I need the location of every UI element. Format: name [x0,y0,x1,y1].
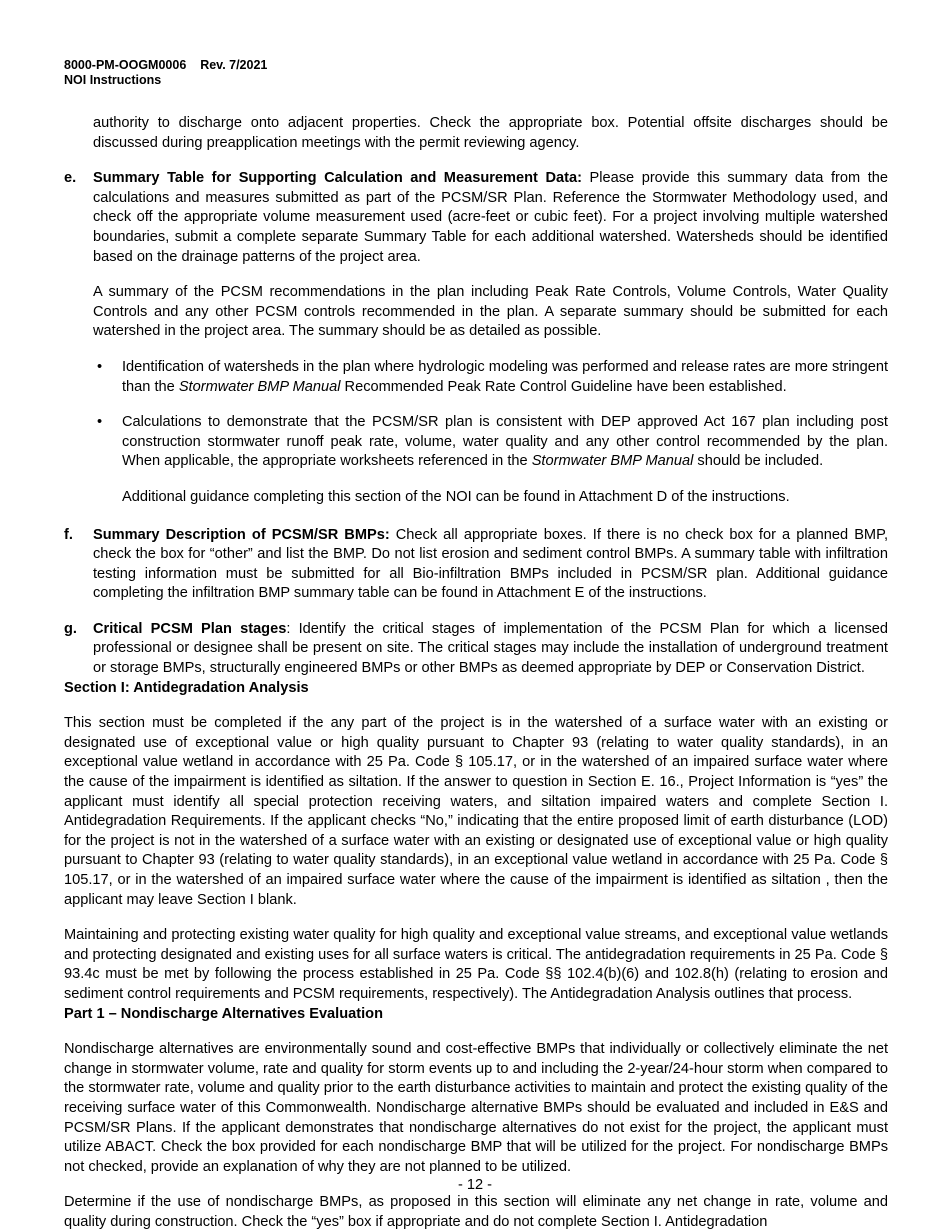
bullet-text-after: should be included. [693,453,824,470]
bullet-text-italic: Stormwater BMP Manual [178,378,341,395]
bullet-text-after: Recommended Peak Rate Control Guideline have been established. [340,378,787,395]
page-footer [0,1176,950,1196]
bullet-text-before: Calculations to demonstrate that the PCSM/SR plan is consistent with DEP approved Act 167 plan including post construction stormwater runoff peak rate, volume, water quality and any other control recommended by the plan. When applicable, the appropriate worksheets referenced in the [122,414,888,470]
list-item-f-body [93,526,888,604]
list-marker-f: f. [64,526,73,543]
bullet-marker-icon: • [97,358,103,375]
page-content [64,58,888,1230]
list-item-f-title: Summary Description of PCSM/SR BMPs: [93,526,390,543]
section-i-heading [64,679,888,699]
page-number: - 12 - [457,1177,493,1193]
list-marker-g: g. [64,620,77,637]
part-1-paragraph-2: Determine if the use of nondischarge BMPs, as proposed in this section will eliminate any net change in rate, volume and quality during construction. Check the “yes” box if appropriate and do not complete Section I. Antidegradation [64,1194,888,1230]
form-code-line [64,58,888,73]
section-i-heading-text: Section I: Antidegradation Analysis [64,679,309,696]
bullet-item [97,413,888,472]
list-item-g-title: Critical PCSM Plan stages [93,620,287,637]
bullet-text-italic: Stormwater BMP Manual [531,453,694,470]
continued-paragraph: authority to discharge onto adjacent properties. Check the appropriate box. Potential offsite discharges should be discussed during preapplication meetings with the permit reviewing agency. [93,115,888,151]
section-i-paragraph-1: This section must be completed if the any part of the project is in the watershed of a surface water with an existing or designated use of exceptional value or high quality pursuant to Chapter 93 (relating to water quality standards), in an exceptional value wetland in accordance with 25 Pa. Code § 105.17, or in the watershed of an impaired surface water where the cause of the impairment is identified as siltation. If the answer to question in Section E. 16., Project Information is “yes” the applicant must identify all special protection receiving waters, and siltation impaired waters and complete Section I. Antidegradation Requirements. If the applicant checks “No,” indicating that the entire proposed limit of earth disturbance (LOD) for the project is not in the watershed of a surface water with an existing or designated use of exceptional value or high quality pursuant to Chapter 93 (relating to water quality standards), in an exceptional value wetland in accordance with 25 Pa. Code § 105.17, or in the watershed of an impaired surface water where the cause of the impairment is identified as siltation , then the applicant may leave Section I blank. [64,715,888,908]
bullet-marker-icon: • [97,414,103,431]
list-item-f-text: Check all appropriate boxes. If there is no check box for a planned BMP, check the box for “other” and list the BMP. Do not list erosion and sediment control BMPs. A summary table with infiltration testing information must be submitted for all Bio-infiltration BMPs included in PCSM/SR plan. Additional guidance completing the infiltration BMP summary table can be found in Attachment E of the instructions. [93,526,888,602]
section-i-paragraph-2: Maintaining and protecting existing water quality for high quality and exceptional value streams, and exceptional value wetlands and protecting designated and existing uses for all surface waters is critical. The antidegradation requirements in 25 Pa. Code § 93.4c must be met by following the process established in 25 Pa. Code §§ 102.4(b)(6) and 102.8(h) (relating to erosion and sediment control requirements and PCSM requirements, respectively). The Antidegradation Analysis outlines that process. [64,927,888,1002]
list-item-e-title: Summary Table for Supporting Calculation and Measurement Data: [93,170,582,187]
form-code: 8000-PM-OOGM0006 [64,58,187,72]
bullet-item [97,358,888,397]
list-item-g [64,620,888,679]
list-item-g-body [93,620,888,679]
document-header [64,58,888,88]
form-subtitle: NOI Instructions [64,73,162,87]
list-item-e [64,169,888,267]
bullet-item-body [122,413,888,472]
item-e-summary-paragraph: A summary of the PCSM recommendations in the plan including Peak Rate Controls, Volume Controls, Water Quality Controls and any other PCSM controls recommended in the plan. A separate summary should be submitted for each watershed in the project area. The summary should be as detailed as possible. [93,284,888,340]
part-1-paragraph-1: Nondischarge alternatives are environmentally sound and cost-effective BMPs that individually or collectively eliminate the net change in stormwater volume, rate and quality for storm events up to and including the 2-year/24-hour storm when compared to the stormwater rate, volume and quality prior to the earth disturbance activities to maintain and protect the existing quality of the receiving surface water of this Commonwealth. Nondischarge alternative BMPs should be evaluated and included in E&S and PCSM/SR Plans. If the applicant demonstrates that nondischarge alternatives do not exist for the project, the applicant must utilize ABACT. Check the box provided for each nondischarge BMP that will be utilized for the project. For nondischarge BMPs not checked, provide an explanation of why they are not planned to be utilized. [64,1041,888,1175]
bullet-text-before: Identification of watersheds in the plan where hydrologic modeling was performed and release rates are more stringent than the [122,358,888,395]
list-marker-e: e. [64,170,77,187]
list-item-g-text: : Identify the critical stages of implementation of the PCSM Plan for which a licensed professional or designee shall be present on site. The critical stages may include the installation of underground treatment or storage BMPs, structurally engineered BMPs or other BMPs as deemed appropriate by DEP or Conservation District. [93,620,888,677]
list-item-e-text: Please provide this summary data from the calculations and measures submitted as part of the PCSM/SR Plan. Reference the Stormwater Methodology used, and check off the appropriate volume measurement used (acre-feet or cubic feet). For a project involving multiple watershed boundaries, submit a complete separate Summary Table for each additional watershed. Watersheds should be identified based on the drainage patterns of the project area. [93,170,888,265]
list-item-f [64,526,888,604]
form-revision: Rev. 7/2021 [200,58,268,72]
item-e-closing-paragraph: Additional guidance completing this section of the NOI can be found in Attachment D of the instructions. [122,488,790,505]
list-item-e-body [93,169,888,267]
bullet-item-body [122,358,888,397]
part-1-heading [64,1005,888,1025]
part-1-heading-text: Part 1 – Nondischarge Alternatives Evaluation [64,1005,384,1022]
